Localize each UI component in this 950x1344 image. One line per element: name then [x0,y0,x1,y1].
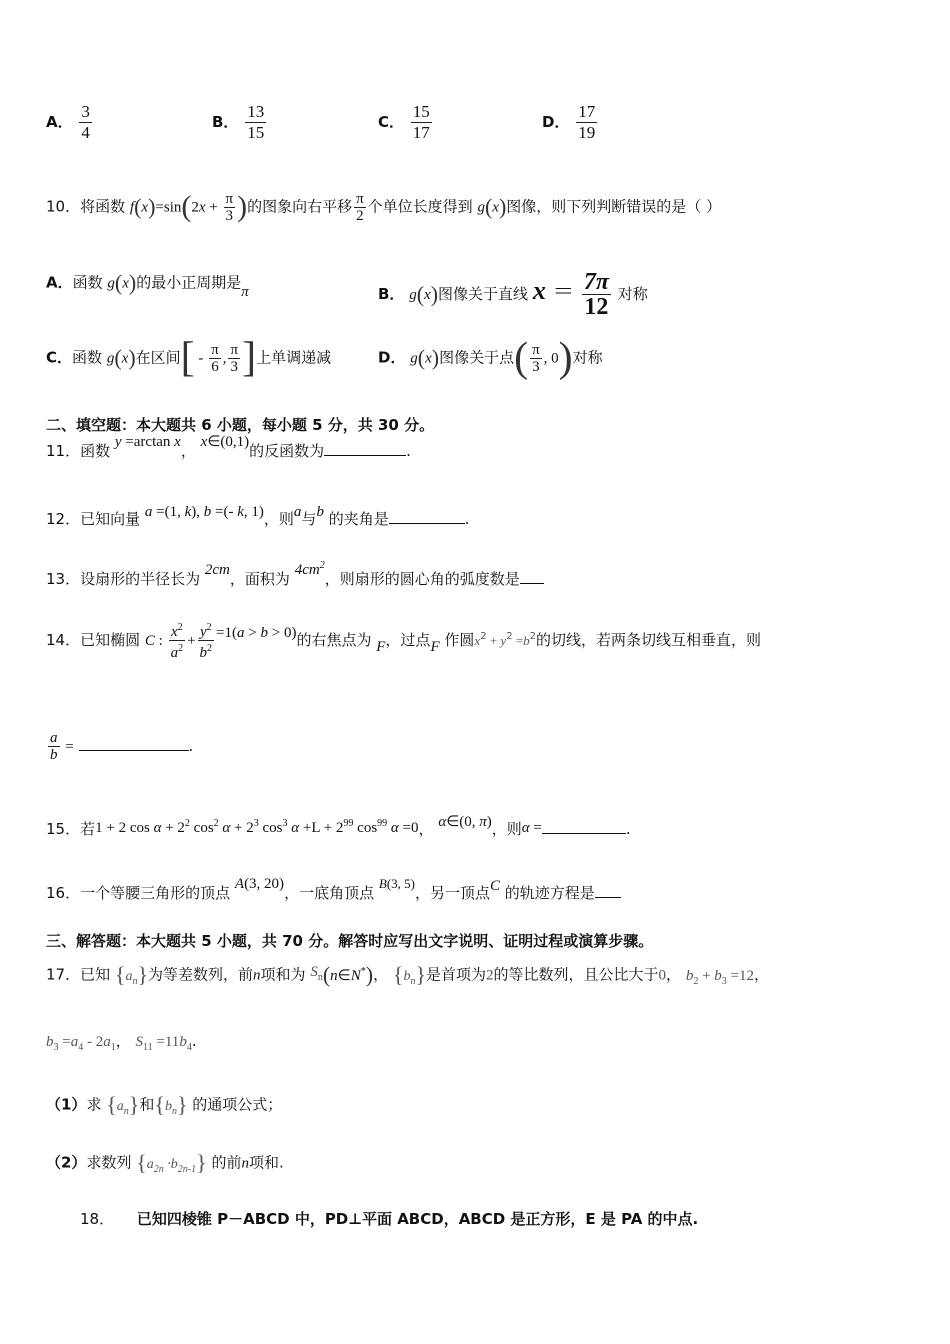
q9-option-c: C． $\frac{15}{17}$ [378,102,430,142]
q14-answer: $\frac{a}{b}$ = . [50,730,194,763]
q9-option-a: A． $\frac{3}{4}$ [46,102,90,142]
q10-option-d: D． g(x)图像关于点( $\frac{\pi}{3}$ , 0)对称 [378,335,603,381]
q17-part-2: （2）求数列 $\{a_{2n} \cdot b_{2n-1}\}$ 的前n项和. [46,1150,284,1175]
section-2-title: 二、填空题：本大题共 6 小题，每小题 5 分，共 30 分。 [46,416,435,434]
section-3-title: 三、解答题：本大题共 5 小题，共 70 分。解答时应写出文字说明、证明过程或演算步骤。 [46,932,654,950]
q10-stem: 10．将函数 f(x)=sin(2x + $\frac{\pi}{3}$ )的图象向右平移 $\frac{\pi}{2}$ 个单位长度得到 g(x)图像，则下列判断错误的是（ ） [46,190,722,224]
q18: 18． 已知四棱锥 P－ABCD 中，PD⊥平面 ABCD，ABCD 是正方形，E 是 PA 的中点. [80,1210,699,1228]
q9-option-b: B． $\frac{13}{15}$ [212,102,265,142]
q10-option-b: B． g(x)图像关于直线 x ＝ $\frac{7\pi}{12}$ 对称 [378,269,648,320]
q9-option-d: D． $\frac{17}{19}$ [542,102,596,142]
q11: 11．函数 y =arctan x， x∈(0,1)的反函数为 . [46,434,411,460]
q16: 16．一个等腰三角形的顶点 A(3, 20)，一底角顶点 B(3, 5)，另一顶点C 的轨迹方程是 [46,882,621,903]
q10-option-c: C．函数 g(x)在区间[ - $\frac{\pi}{6}$ , $\frac{\pi}{3}$ ]上单调递减 [46,335,332,381]
q17-stem: 17．已知 $\{a_n\}$为等差数列，前n项和为 $S_n(n\in N^*)$， $\{b_n\}$是首项为2的等比数列，且公比大于0， $b_2 + b_3 =12$， [46,962,770,987]
q12: 12．已知向量 a =(1, k), b =(- k, 1)，则a与b 的夹角是 . [46,504,470,528]
q15: 15．若1 + 2 $\cos \alpha + 2^2$ $\cos^2 \alpha + 2^3$ $\cos^3 \alpha +L + 2^{99}$ $\cos^{99} \alpha =0$， α∈(0, π)，则α = . [46,814,631,838]
q13: 13．设扇形的半径长为 2cm，面积为 $4cm^2$，则扇形的圆心角的弧度数是 [46,568,544,589]
q17-part-1: （1）求 $\{a_n\}$和$\{b_n\}$ 的通项公式； [46,1092,283,1117]
q14: 14．已知椭圆 C : $\frac{x^2}{a^2}$ + $\frac{y^2}{b^2}$ =1(a > b > 0)的右焦点为 F，过点F 作圆$x^2 + y^2 =b^2$的切线，若两条切线互相垂直，则 [46,622,762,661]
q17-conditions: $b_3 =a_4 - 2a_1$， $S_{11} =11b_4$. [46,1032,197,1053]
q10-option-a: A．函数 g(x)的最小正周期是π [46,270,249,300]
